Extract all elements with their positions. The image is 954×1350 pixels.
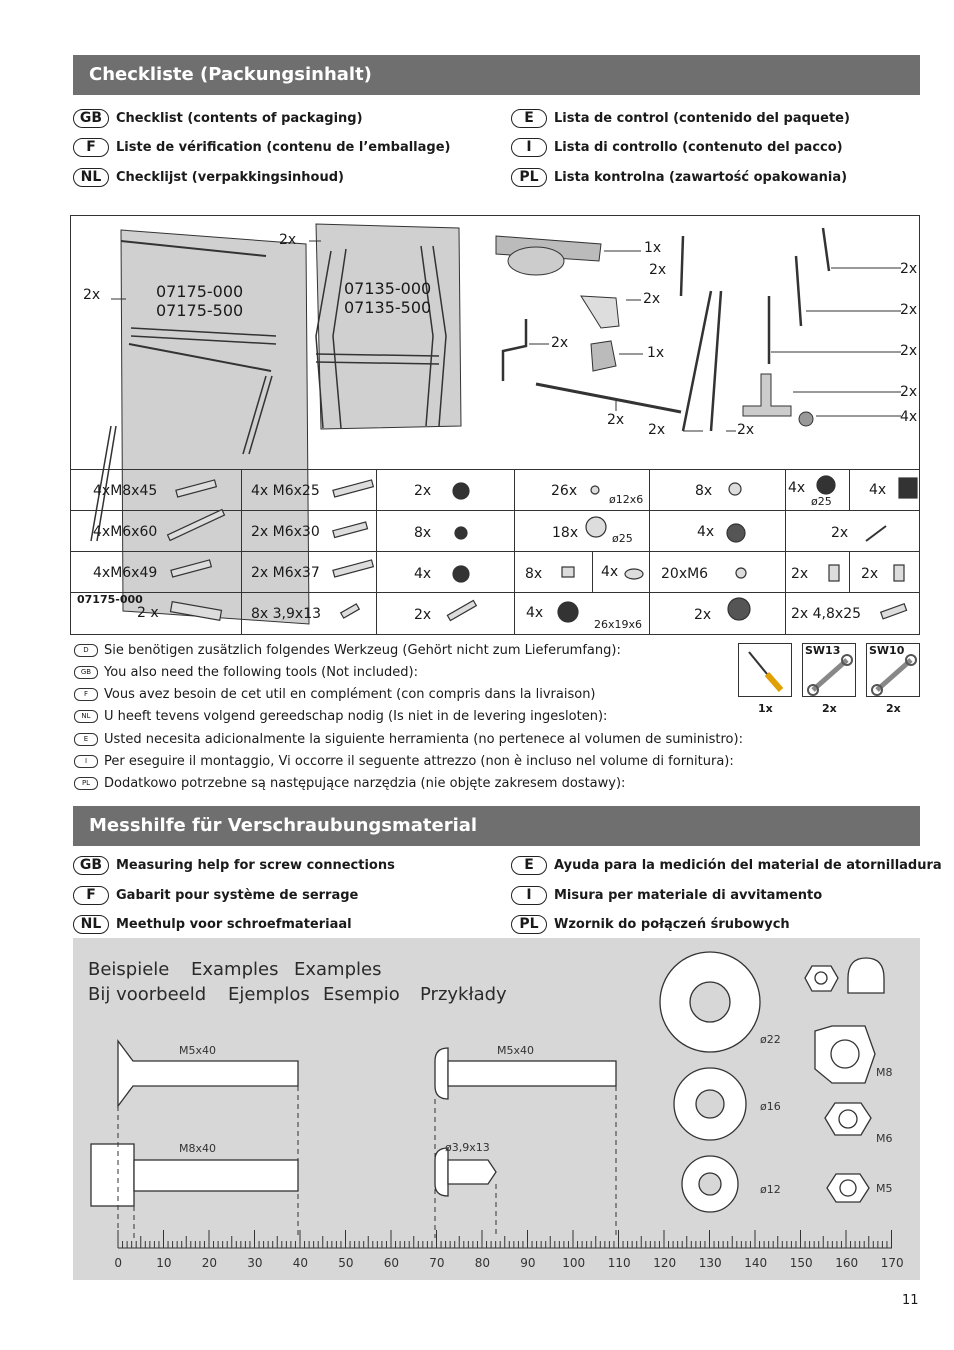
lang-row-gb	[73, 109, 363, 128]
hw-label: 20xM6	[661, 566, 709, 582]
hw-label: 8x	[525, 566, 543, 582]
hw-label: 4x	[788, 480, 806, 496]
hw-size: ø25	[612, 532, 633, 545]
hw-label: 2x	[414, 607, 432, 623]
qty-label: 2x	[643, 291, 661, 307]
section-title-measure: Messhilfe für Verschraubungsmaterial	[73, 806, 920, 846]
hw-label: 2x	[791, 566, 809, 582]
lang-code: F	[73, 138, 109, 157]
ruler-label: 100	[562, 1256, 586, 1270]
hw-label: 26x	[551, 483, 578, 499]
tool-line-e	[74, 732, 743, 747]
ruler-label: 170	[880, 1256, 904, 1270]
wrench-sw13-tool	[802, 643, 856, 697]
hw-label: 4x	[601, 564, 619, 580]
page-number: 11	[902, 1293, 919, 1308]
lang-text: Measuring help for screw connections	[116, 858, 395, 873]
example-word: Beispiele	[88, 959, 170, 980]
lang-row-pl	[511, 915, 790, 934]
ruler-label: 40	[292, 1256, 309, 1270]
tool-line-nl	[74, 709, 607, 724]
lang-code: PL	[74, 777, 98, 790]
hw-label: 4x	[414, 566, 432, 582]
ruler-label: 140	[744, 1256, 768, 1270]
hw-label: 2x	[831, 525, 849, 541]
example-word: Examples	[191, 959, 279, 980]
tool-text: Per eseguire il montaggio, Vi occorre il seguente attrezzo (non è incluso nel volume di fornitura):	[104, 754, 734, 769]
part-code: 07175-500	[156, 301, 244, 320]
hw-label: 2x	[861, 566, 879, 582]
screwdriver-icon	[739, 644, 791, 696]
washer-size: ø16	[760, 1100, 781, 1113]
ruler-label: 60	[383, 1256, 400, 1270]
lang-text: Checklijst (verpakkingsinhoud)	[116, 170, 344, 185]
lang-code: PL	[511, 915, 547, 934]
tool-text: Sie benötigen zusätzlich folgendes Werkzeug (Gehört nicht zum Lieferumfang):	[104, 643, 621, 658]
hw-label: 4x M6x25	[251, 483, 320, 499]
lang-code: GB	[74, 666, 98, 679]
tool-line-f	[74, 687, 596, 702]
tool-line-i	[74, 754, 734, 769]
hw-size: ø12x6	[609, 493, 644, 506]
ruler-label: 90	[520, 1256, 536, 1270]
qty-label: 2x	[737, 422, 755, 438]
nut-size: M5	[876, 1182, 893, 1195]
lang-text: Checklist (contents of packaging)	[116, 111, 363, 126]
screw-size: M5x40	[497, 1044, 534, 1057]
tool-text: You also need the following tools (Not included):	[104, 665, 418, 680]
ruler-label: 110	[607, 1256, 631, 1270]
tool-qty: 2x	[886, 702, 901, 715]
lang-text: Lista de control (contenido del paquete)	[554, 111, 850, 126]
qty-label: 2x	[279, 232, 297, 248]
hw-label: 4x	[869, 482, 887, 498]
tool-size: SW10	[869, 644, 905, 657]
lang-text: Liste de vérification (contenu de l’emballage)	[116, 140, 451, 155]
qty-label: 2x	[551, 335, 569, 351]
washer-size: ø12	[760, 1183, 781, 1196]
lang-code: E	[511, 109, 547, 128]
wrench-sw10-tool	[866, 643, 920, 697]
ruler-label: 10	[156, 1256, 172, 1270]
hw-size: 26x19x6	[594, 618, 643, 631]
example-word: Examples	[294, 959, 382, 980]
hw-label: 2x M6x30	[251, 524, 320, 540]
hw-label: 4x	[697, 524, 715, 540]
lang-text: Misura per materiale di avvitamento	[554, 888, 823, 903]
qty-label: 2x	[648, 422, 666, 438]
hw-label: 4xM8x45	[93, 483, 158, 499]
lang-row-nl	[73, 168, 344, 187]
example-word: Przykłady	[420, 984, 507, 1005]
measuring-panel	[73, 938, 920, 1280]
hw-size: ø25	[811, 495, 832, 508]
ruler-label: 70	[429, 1256, 445, 1270]
hw-label: 8x 3,9x13	[251, 606, 322, 622]
lang-row-gb	[73, 856, 395, 875]
measure-drawing	[73, 938, 920, 1280]
ruler-label: 150	[789, 1256, 813, 1270]
section-title-checklist: Checkliste (Packungsinhalt)	[73, 55, 920, 95]
qty-label: 1x	[647, 345, 665, 361]
lang-code: E	[511, 856, 547, 875]
lang-code: NL	[74, 710, 98, 723]
tool-line-gb	[74, 665, 418, 680]
hw-label: 4xM6x60	[93, 524, 158, 540]
lang-row-f	[73, 138, 450, 157]
tool-line-pl	[74, 776, 625, 791]
parts-table	[70, 215, 920, 635]
hw-label: 4xM6x49	[93, 565, 158, 581]
ruler-label: 160	[835, 1256, 859, 1270]
lang-row-i	[511, 138, 843, 157]
ruler-label: 80	[474, 1256, 491, 1270]
tool-text: U heeft tevens volgend gereedschap nodig (Is niet in de levering ingesloten):	[104, 709, 608, 724]
ruler-label: 50	[338, 1256, 354, 1270]
lang-row-e	[511, 856, 942, 875]
qty-label: 2x	[900, 343, 918, 359]
screwdriver-tool	[738, 643, 792, 697]
lang-text: Ayuda para la medición del material de atornilladura	[554, 858, 942, 873]
tool-text: Usted necesita adicionalmente la siguiente herramienta (no pertenece al volumen de suministro):	[104, 732, 743, 747]
example-word: Bij voorbeeld	[88, 984, 207, 1005]
qty-label: 2x	[900, 302, 918, 318]
hw-label: 2x M6x37	[251, 565, 320, 581]
screw-size: M8x40	[179, 1142, 216, 1155]
lang-code: F	[73, 886, 109, 905]
qty-label: 2x	[83, 287, 101, 303]
example-word: Esempio	[323, 984, 400, 1005]
lang-code: E	[74, 733, 98, 746]
lang-text: Meethulp voor schroefmateriaal	[116, 917, 352, 932]
tool-line-d	[74, 643, 621, 658]
qty-label: 2x	[649, 262, 667, 278]
qty-label: 2x	[607, 412, 625, 428]
qty-label: 1x	[644, 240, 662, 256]
tool-qty: 2x	[822, 702, 837, 715]
lang-code: PL	[511, 168, 547, 187]
hw-label: 2x	[414, 483, 432, 499]
lang-code: GB	[73, 109, 109, 128]
ruler-label: 130	[698, 1256, 722, 1270]
hw-label: 4x	[526, 605, 544, 621]
lang-code: I	[74, 755, 98, 768]
ruler-label: 20	[201, 1256, 218, 1270]
screw-size: M5x40	[179, 1044, 216, 1057]
lang-code: F	[74, 688, 98, 701]
hw-label: 2 x	[137, 605, 159, 621]
lang-code: D	[74, 644, 98, 657]
lang-row-pl	[511, 168, 847, 187]
part-code: 07135-500	[344, 298, 432, 317]
ruler-label: 120	[653, 1256, 677, 1270]
lang-code: I	[511, 886, 547, 905]
lang-row-e	[511, 109, 850, 128]
lang-text: Wzornik do połączeń śrubowych	[554, 917, 790, 932]
hw-label: 8x	[414, 525, 432, 541]
ruler-label: 30	[247, 1256, 263, 1270]
qty-label: 2x	[900, 384, 918, 400]
lang-code: NL	[73, 915, 109, 934]
part-code: 07135-000	[344, 279, 432, 298]
hw-label: 2x 4,8x25	[791, 606, 862, 622]
nut-size: M8	[876, 1066, 893, 1079]
qty-label: 2x	[900, 261, 918, 277]
lang-code: GB	[73, 856, 109, 875]
part-code: 07175-000	[156, 282, 244, 301]
screw-size: ø3,9x13	[445, 1141, 490, 1154]
washer-size: ø22	[760, 1033, 781, 1046]
hw-code: 07175-000	[77, 593, 143, 606]
lang-text: Lista kontrolna (zawartość opakowania)	[554, 170, 848, 185]
example-word: Ejemplos	[228, 984, 310, 1005]
ruler-label: 0	[114, 1256, 123, 1270]
hw-label: 8x	[695, 483, 713, 499]
qty-label: 4x	[900, 409, 918, 425]
tool-text: Vous avez besoin de cet util en complément (con compris dans la livraison)	[104, 687, 596, 702]
tool-size: SW13	[805, 644, 841, 657]
lang-row-f	[73, 886, 358, 905]
hw-label: 18x	[552, 525, 579, 541]
tool-text: Dodatkowo potrzebne są następujące narzędzia (nie objęte zakresem dostawy):	[104, 776, 626, 791]
lang-code: I	[511, 138, 547, 157]
lang-row-nl	[73, 915, 352, 934]
lang-text: Gabarit pour système de serrage	[116, 888, 359, 903]
lang-code: NL	[73, 168, 109, 187]
lang-row-i	[511, 886, 822, 905]
tool-qty: 1x	[758, 702, 773, 715]
hw-label: 2x	[694, 607, 712, 623]
lang-text: Lista di controllo (contenuto del pacco)	[554, 140, 843, 155]
nut-size: M6	[876, 1132, 893, 1145]
